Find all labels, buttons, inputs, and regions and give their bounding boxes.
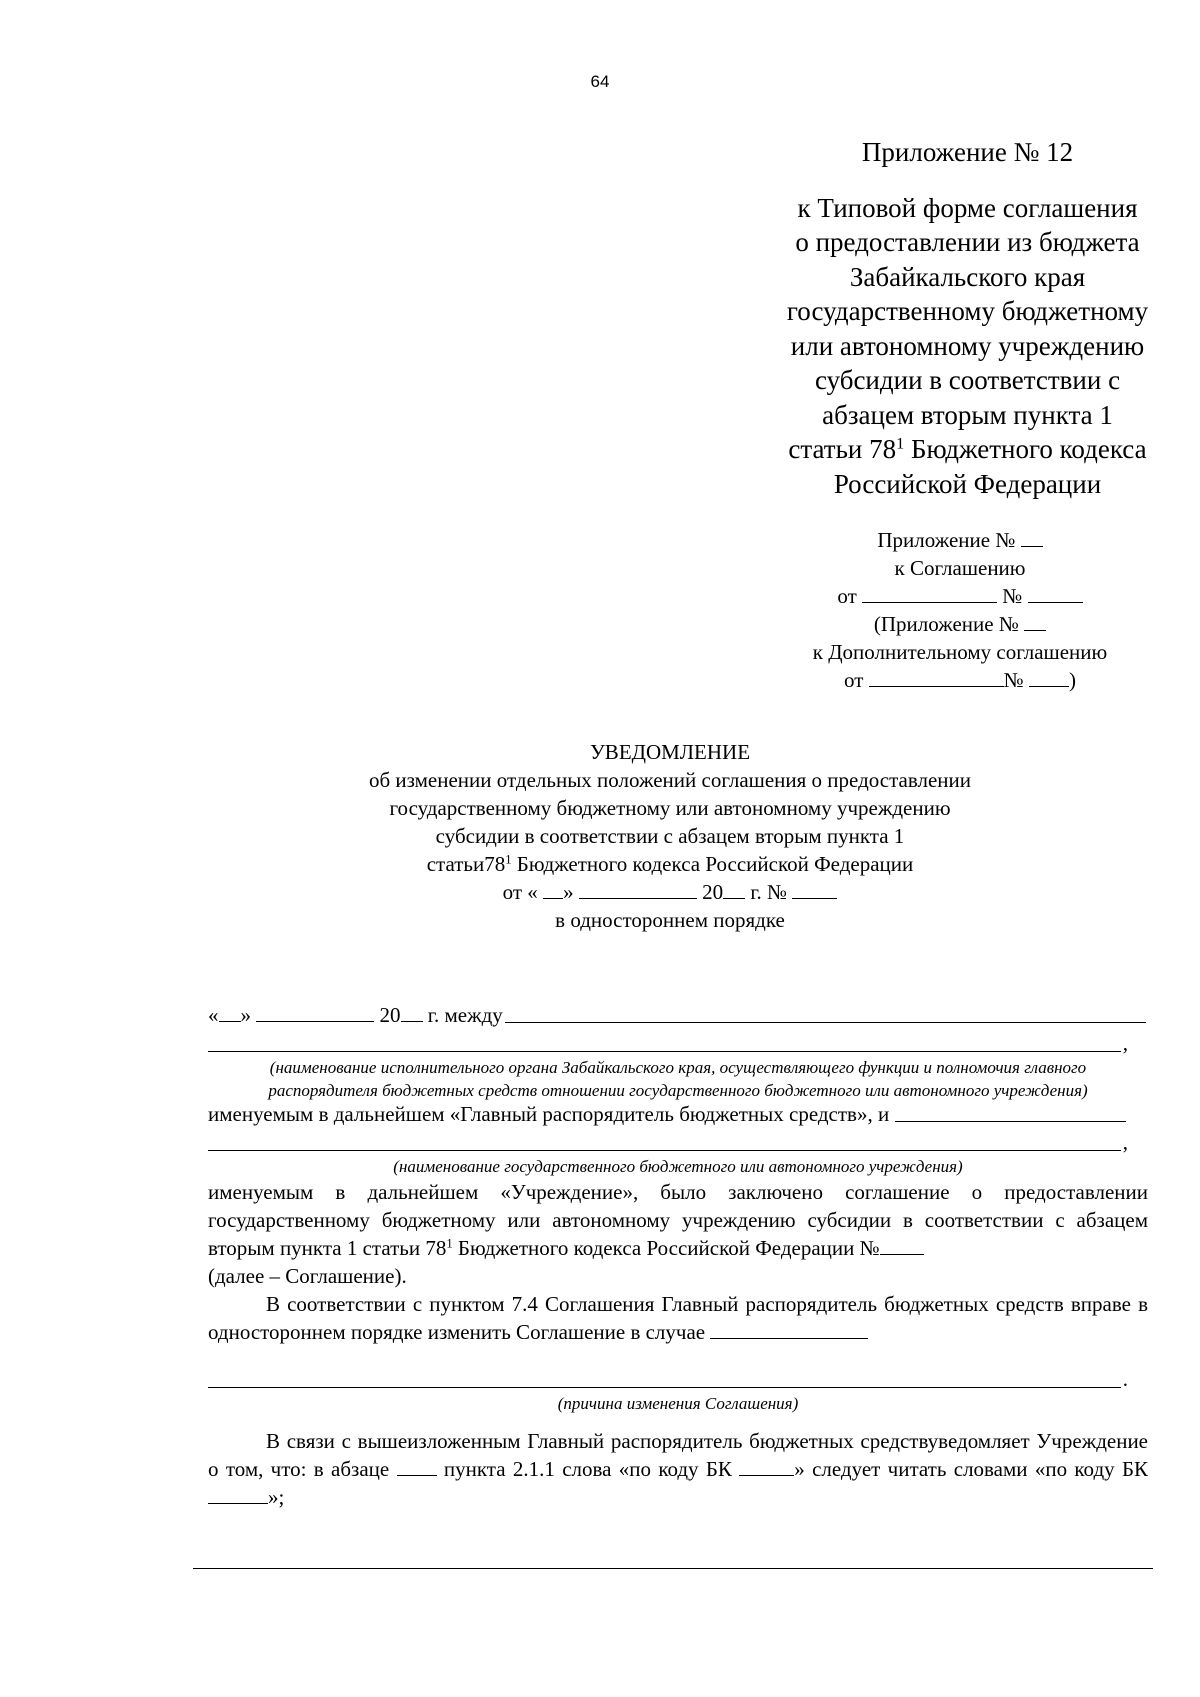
para1-text: именуемым в дальнейшем «Учреждение», было заключено соглашение о предоставлении государственному бюджетному или автономному учреждению субсидии в соответствии с абзацем вторым пункта 1 статьи 78: [208, 1180, 1148, 1260]
bottom-rule: [193, 1568, 1153, 1569]
period: .: [1122, 1367, 1128, 1391]
appendix-line: государственному бюджетному: [786, 296, 1149, 326]
annex-line-6: [760, 666, 1160, 694]
annex-line-2: к Соглашению: [894, 556, 1026, 580]
statute-prefix: статьи 78: [788, 434, 897, 464]
paragraph-reason: [208, 1290, 1148, 1346]
paragraph-number-blank: [397, 1474, 437, 1476]
date-number-label: г. №: [750, 880, 788, 904]
notice-heading: УВЕДОМЛЕНИЕ: [589, 740, 751, 764]
year-blank: [401, 1020, 423, 1022]
agreement-date-row: [208, 1003, 1148, 1028]
institution-blank: [895, 1120, 1126, 1122]
appendix-line: о предоставлении из бюджета: [795, 227, 1140, 257]
number-blank: [792, 897, 837, 899]
date-quote-close: »: [240, 1003, 251, 1027]
comma: ,: [1122, 1031, 1128, 1055]
comma: ,: [1122, 1130, 1128, 1154]
day-blank: [543, 897, 563, 899]
authority-caption: (наименование исполнительного органа Забайкальского края, осуществляющего функции и полномочия главного распорядителя бюджетных средств отношении государственного бюджетного или автономного учреждения): [268, 1058, 1088, 1100]
statute-superscript: 1: [896, 434, 905, 453]
para1-text-2: Бюджетного кодекса Российской Федерации №: [452, 1236, 880, 1260]
notice-statute-line: [280, 850, 1060, 878]
year-blank: [723, 897, 745, 899]
appendix-line: субсидии в соответствии с: [814, 365, 1121, 395]
appendix-line: Забайкальского края: [849, 261, 1086, 292]
notice-line: об изменении отдельных положений соглашения о предоставлении: [368, 768, 972, 792]
date-quote-close: »: [563, 880, 574, 904]
statute-superscript: 1: [446, 1236, 453, 1251]
manager-name-row: [208, 1102, 1128, 1127]
page-number: 64: [590, 72, 610, 91]
annex-number-blank: [1024, 629, 1046, 631]
new-kbk-blank: [208, 1502, 268, 1504]
annex-line-3: [760, 582, 1160, 610]
annex-no-label: №: [1002, 584, 1023, 608]
annex-date-blank: [862, 601, 997, 603]
annex-from-label: от: [844, 668, 864, 692]
annex-block: [760, 526, 1160, 694]
para3-text-3: » следует читать словами «по коду БК: [794, 1457, 1149, 1481]
annex-no-blank: [1029, 685, 1069, 687]
date-from-label: от «: [502, 880, 538, 904]
reason-blank: [710, 1337, 868, 1339]
para2-text: В соответствии с пунктом 7.4 Соглашения Главный распорядитель бюджетных средств вправе в одностороннем порядке изменить Соглашение в случае: [208, 1292, 1148, 1344]
annex-line-5: к Дополнительному соглашению: [812, 640, 1108, 664]
statute-suffix: Бюджетного кодекса: [904, 434, 1147, 464]
para3-text-2: пункта 2.1.1 слова «по коду БК: [443, 1457, 732, 1481]
statute-suffix: Бюджетного кодекса Российской Федерации: [511, 852, 914, 876]
authority-name-line: [208, 1028, 1128, 1056]
annex-no-label: №: [1003, 668, 1024, 692]
statute-superscript: 1: [505, 852, 512, 867]
annex-date-blank: [869, 685, 1004, 687]
date-quote-open: «: [208, 1003, 219, 1027]
annex-number-blank: [1021, 545, 1043, 547]
reason-line: [208, 1364, 1128, 1392]
appendix-statute-line: [740, 432, 1195, 467]
annex-no-blank: [1028, 601, 1083, 603]
statute-prefix: статьи78: [426, 852, 506, 876]
paragraph-kbk: [208, 1427, 1148, 1511]
year-prefix: 20: [379, 1003, 401, 1027]
appendix-header: [740, 135, 1195, 501]
annex-line-4: [760, 610, 1160, 638]
manager-designation: именуемым в дальнейшем «Главный распорядитель бюджетных средств», и: [208, 1102, 890, 1126]
institution-name-line: [208, 1127, 1128, 1155]
notice-body: [208, 1003, 1148, 1511]
notice-line: в одностороннем порядке: [555, 908, 785, 932]
paragraph-agreement-end: (далее – Соглашение).: [208, 1264, 407, 1288]
paragraph-agreement: [208, 1178, 1148, 1262]
annex-line-1: [760, 526, 1160, 554]
annex-close-paren: ): [1068, 668, 1076, 692]
notice-line: субсидии в соответствии с абзацем вторым пункта 1: [435, 824, 905, 848]
month-blank: [579, 897, 697, 899]
notice-line: государственному бюджетному или автономному учреждению: [389, 796, 951, 820]
reason-caption: (причина изменения Соглашения): [557, 1394, 799, 1413]
annex-label: (Приложение №: [873, 612, 1019, 636]
appendix-line: Российской Федерации: [833, 468, 1102, 499]
day-blank: [219, 1020, 241, 1022]
notice-date-line: [280, 878, 1060, 906]
para3-text: В связи с вышеизложенным Главный распорядитель бюджетных средствуведомляет Учреждение о том, что: в абзаце: [208, 1429, 1148, 1481]
appendix-line: к Типовой форме соглашения: [797, 192, 1138, 223]
para3-text-4: »;: [268, 1485, 285, 1509]
institution-caption: (наименование государственного бюджетного или автономного учреждения): [393, 1157, 963, 1176]
annex-label: Приложение №: [877, 528, 1016, 552]
month-blank: [256, 1020, 374, 1022]
notice-title-block: [280, 738, 1060, 934]
appendix-line: абзацем вторым пункта 1: [822, 399, 1113, 430]
appendix-line: или автономному учреждению: [790, 330, 1145, 361]
between-label: г. между: [427, 1003, 503, 1027]
appendix-title: Приложение № 12: [861, 137, 1074, 167]
agreement-number-blank: [880, 1253, 924, 1255]
party-blank: [505, 1021, 1146, 1023]
year-prefix: 20: [702, 880, 724, 904]
annex-from-label: от: [837, 584, 857, 608]
old-kbk-blank: [739, 1474, 794, 1476]
